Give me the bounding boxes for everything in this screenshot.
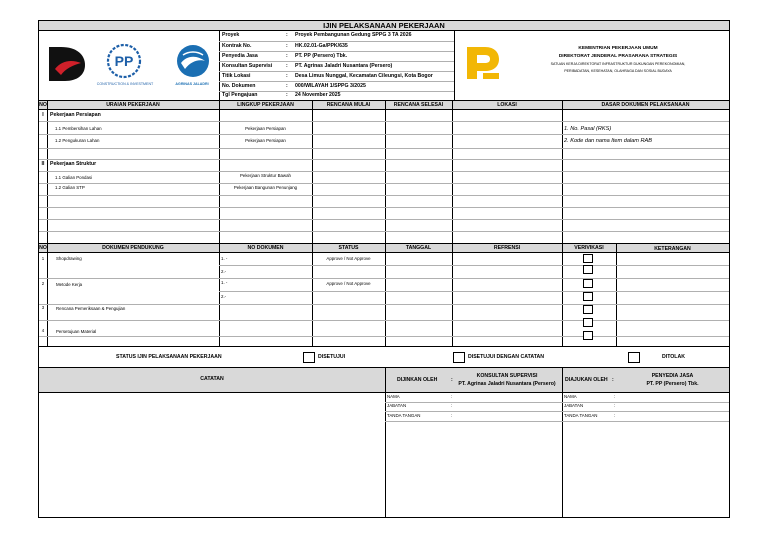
doc-col-no: NO — [39, 245, 47, 251]
doc-row-docno: 1. - — [221, 256, 228, 261]
conditional-checkbox[interactable] — [453, 352, 465, 363]
verification-checkbox[interactable] — [583, 318, 593, 327]
value-no-dokumen: 000/WILAYAH 1/SPPG 3/2025 — [295, 83, 366, 89]
value-tgl-pengajuan: 24 November 2025 — [295, 92, 341, 98]
work-item-lingkup: Pekerjaan Bangunan Penunjang — [233, 185, 298, 190]
supervisor-signature-field: TANDA TANGAN — [387, 413, 421, 418]
doc-row-no: 4 — [41, 328, 45, 333]
verification-checkbox[interactable] — [583, 305, 593, 314]
doc-col-tanggal: TANGGAL — [405, 245, 432, 251]
doc-row-docno: 2.- — [221, 294, 227, 299]
doc-col-refrensi: REFRENSI — [493, 245, 521, 251]
notes-area[interactable] — [39, 393, 385, 517]
doc-col-dokumen: DOKUMEN PENDUKUNG — [102, 245, 164, 251]
doc-row-docno: 1. - — [221, 280, 228, 285]
doc-col-no-dokumen: NO DOKUMEN — [247, 245, 284, 251]
doc-row-status: Approve / Not Approve — [326, 256, 371, 261]
pu-ministry-logo-icon — [463, 43, 503, 83]
doc-col-verivikasi: VERIVIKASI — [574, 245, 604, 251]
work-item-uraian: 1.1 Galian Pondasi — [55, 175, 93, 180]
verification-checkbox[interactable] — [583, 265, 593, 274]
supervisor-position-field: JABATAN — [387, 403, 407, 408]
doc-row-name: Persetujuan Material — [56, 329, 97, 334]
work-item-lingkup: Pekerjaan Persiapan — [245, 138, 286, 143]
ministry-line-3: SATUAN KERJA DIREKTORAT INFRASTRUKTUR DUKUNGAN PEREKONOMIAN, — [550, 62, 686, 66]
approved-checkbox[interactable] — [303, 352, 315, 363]
doc-row-no: 3 — [41, 305, 45, 310]
danantara-logo-icon — [47, 43, 87, 83]
work-col-lingkup: LINGKUP PEKERJAAN — [237, 102, 294, 108]
svg-text:PP: PP — [114, 53, 134, 69]
work-col-dasar: DASAR DOKUMEN PELAKSANAAN — [601, 102, 690, 108]
doc-row-docno: 2.- — [221, 269, 227, 274]
value-kontrak: HK.02.01-Ga/PPK/635 — [295, 43, 348, 49]
doc-row-name: Shopdrawing — [56, 256, 82, 261]
permit-form: IJIN PELAKSANAAN PEKERJAAN PP CONSTRUCTION & INVESTMENT AGRINAS JALADRI Proyek : Proyek Pembangunan Gedung SPPG 3 TA 2026 Kontrak No. : HK.02.01-Ga/PPK/635 Penyedia Jasa : PT. PP (Persero) Tbk. Konsultan Supervisi : PT. Agrinas Jaladri Nusantara (Persero) Titik Lokasi : Desa Limus Nunggal, Kecamatan Cileungsi, Kota Bogor No. Dokumen : 000/WILAYAH 1/SPPG 3/2025 Tgl Pengajuan : 24 November 2025 KEMENTRIAN PEKERJAAN UMUM DIREKTORAT JENDERAL PRASARANA STRATEGIS SATUAN KERJA DIREKTORAT INFRASTRUKTUR DUKUNGAN PEREKONOMIAN, PERIBADATAN, KESEHATAN, OLAHRAGA DAN SOSIAL BUDAYA NO URAIAN PEKERJAAN LINGKUP PEKERJAAN RENCANA MULAI RENCANA SELESAI LOKASI DASAR DOKUMEN PELAKSANAAN I Pekerjaan Persiapan 1.1 Pembersihan Lahan Pekerjaan Persiapan 1. No. Pasal (RKS) 1.2 Pengukuran Lahan Pekerjaan Persiapan 2. Kode dan nama Item dalam RAB II Pekerjaan Struktur 1.1 Galian Pondasi Pekerjaan Struktur Bawah 1.2 Galian STP Pekerjaan Bangunan Penunjang NO DOKUMEN PENDUKUNG NO DOKUMEN STATUS TANGGAL REFRENSI VERIVIKASI KETERANGAN 1 Shopdrawing 1. - 2.- Approve / Not Approve 2 Metode Kerja 1. - 2.- Approve / Not Approve 3 Rencana Pemeriksaan & Pengujian 4 Persetujuan Material STATUS IJIN PELAKSANAAN PEKERJAAN DISETUJUI DISETUJUI DENGAN CATATAN DITOLAK CATATAN DIJINKAN OLEH : KONSULTAN SUPERVISI PT. Agrinas Jaladri Nusantara (Persero) DIAJUKAN OLEH : PENYEDIA JASA PT. PP (Persero) Tbk. NAMA : JABATAN : TANDA TANGAN : NAMA : JABATAN : TANDA TANGAN : — [38, 20, 730, 518]
pp-logo-icon — [105, 43, 143, 79]
value-proyek: Proyek Pembangunan Gedung SPPG 3 TA 2026 — [295, 32, 412, 38]
agrinas-caption: AGRINAS JALADRI — [175, 82, 209, 86]
work-item-uraian: 1.2 Pengukuran Lahan — [55, 138, 100, 143]
section-no: II — [41, 161, 45, 167]
verification-checkbox[interactable] — [583, 279, 593, 288]
value-penyedia: PT. PP (Persero) Tbk. — [295, 53, 348, 59]
work-item-lingkup: Pekerjaan Persiapan — [245, 126, 286, 131]
work-col-no: NO — [39, 102, 47, 108]
submitted-by-label: DIAJUKAN OLEH — [565, 377, 608, 383]
contractor-position-field: JABATAN — [564, 403, 584, 408]
work-item-uraian: 1.1 Pembersihan Lahan — [55, 126, 102, 131]
ministry-line-4: PERIBADATAN, KESEHATAN, OLAHRAGA DAN SOSIAL BUDAYA — [564, 69, 672, 73]
doc-col-keterangan: KETERANGAN — [654, 246, 691, 252]
doc-row-name: Metode Kerja — [56, 282, 83, 287]
work-item-dasar: 1. No. Pasal (RKS) — [564, 126, 612, 132]
value-lokasi: Desa Limus Nunggal, Kecamatan Cileungsi, Kota Bogor — [295, 73, 433, 79]
label-konsultan: Konsultan Supervisi — [222, 63, 273, 69]
rejected-option-label: DITOLAK — [662, 354, 685, 360]
contractor-name: PT. PP (Persero) Tbk. — [646, 381, 699, 387]
work-col-rencana-mulai: RENCANA MULAI — [326, 102, 371, 108]
rejected-checkbox[interactable] — [628, 352, 640, 363]
supervisor-title: KONSULTAN SUPERVISI — [476, 373, 538, 379]
pp-caption: CONSTRUCTION & INVESTMENT — [96, 82, 154, 86]
supervisor-name: PT. Agrinas Jaladri Nusantara (Persero) — [458, 381, 556, 387]
label-kontrak: Kontrak No. — [222, 43, 252, 49]
agrinas-logo-icon — [175, 43, 211, 79]
doc-row-no: 2 — [41, 281, 45, 286]
work-col-rencana-selesai: RENCANA SELESAI — [393, 102, 444, 108]
conditional-option-label: DISETUJUI DENGAN CATATAN — [468, 354, 544, 360]
ministry-line-1: KEMENTRIAN PEKERJAAN UMUM — [578, 46, 658, 51]
notes-label: CATATAN — [200, 376, 224, 382]
work-item-dasar: 2. Kode dan nama Item dalam RAB — [564, 138, 652, 144]
form-title: IJIN PELAKSANAAN PEKERJAAN — [323, 21, 445, 30]
approved-option-label: DISETUJUI — [318, 354, 346, 360]
label-proyek: Proyek — [222, 32, 240, 38]
verification-checkbox[interactable] — [583, 292, 593, 301]
value-konsultan: PT. Agrinas Jaladri Nusantara (Persero) — [295, 63, 393, 69]
doc-row-no: 1 — [41, 256, 45, 261]
ministry-line-2: DIREKTORAT JENDERAL PRASARANA STRATEGIS — [558, 54, 678, 59]
doc-row-name: Rencana Pemeriksaan & Pengujian — [56, 306, 126, 311]
section-no: I — [42, 112, 44, 118]
verification-checkbox[interactable] — [583, 254, 593, 263]
label-tgl-pengajuan: Tgl Pengajuan — [222, 92, 258, 98]
label-no-dokumen: No. Dokumen — [222, 83, 256, 89]
status-label: STATUS IJIN PELAKSANAAN PEKERJAAN — [116, 354, 222, 360]
work-item-uraian: 1.2 Galian STP — [55, 185, 85, 190]
work-col-lokasi: LOKASI — [497, 102, 517, 108]
supervisor-name-field: NAMA — [387, 394, 400, 399]
label-lokasi: Titik Lokasi — [222, 73, 251, 79]
contractor-signature-field: TANDA TANGAN — [564, 413, 598, 418]
contractor-name-field: NAMA — [564, 394, 577, 399]
section-name: Pekerjaan Struktur — [50, 161, 97, 167]
section-name: Pekerjaan Persiapan — [50, 112, 101, 118]
work-item-lingkup: Pekerjaan Struktur Bawah — [239, 173, 291, 178]
verification-checkbox[interactable] — [583, 331, 593, 340]
doc-col-status: STATUS — [338, 245, 359, 251]
checked-by-label: DIJINKAN OLEH — [397, 377, 438, 383]
contractor-title: PENYEDIA JASA — [651, 373, 694, 379]
doc-row-status: Approve / Not Approve — [326, 281, 371, 286]
label-penyedia: Penyedia Jasa — [222, 53, 258, 59]
work-col-uraian: URAIAN PEKERJAAN — [106, 102, 160, 108]
